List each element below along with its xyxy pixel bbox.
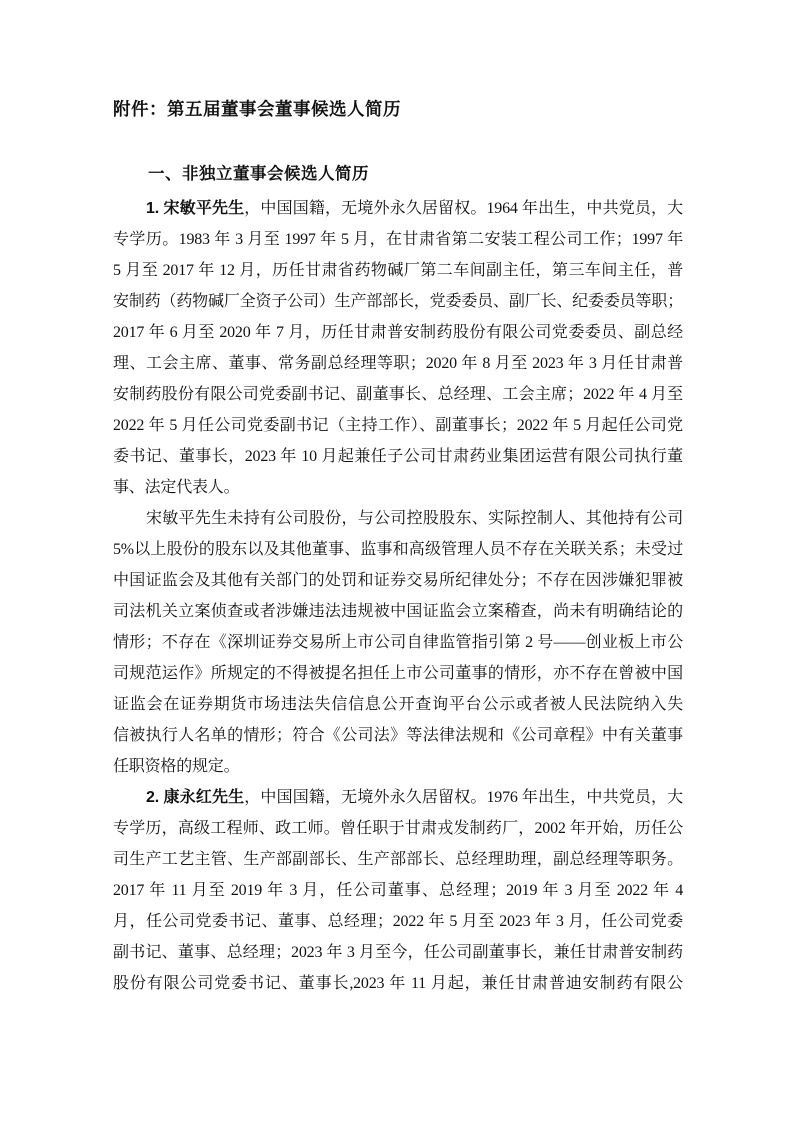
bio-song-minping <box>113 193 683 503</box>
text-line: 2. 康永红先生，中国国籍，无境外永久居留权。1976 年出生，中共党员，大 <box>146 789 683 806</box>
text-line: 司生产工艺主管、生产部副部长、生产部部长、总经理助理，副总经理等职务。 <box>113 851 683 868</box>
text-line: 2017 年 6 月至 2020 年 7 月，历任甘肃普安制药股份有限公司党委委员、副总经 <box>113 324 683 341</box>
text-line: 信被执行人名单的情形；符合《公司法》等法律法规和《公司章程》中有关董事 <box>113 727 683 744</box>
text-line: 股份有限公司党委书记、董事长,2023 年 11 月起，兼任甘肃普迪安制药有限公 <box>113 975 683 992</box>
text-line: 司规范运作》所规定的不得被提名担任上市公司董事的情形，亦不存在曾被中国 <box>113 665 683 682</box>
text-line: 5 月至 2017 年 12 月，历任甘肃省药物碱厂第二车间副主任，第三车间主任，普 <box>113 262 683 279</box>
document-body <box>113 193 683 999</box>
attachment-title: 附件：第五届董事会董事候选人简历 <box>113 99 401 119</box>
candidate-name: 1. 宋敏平先生 <box>146 200 245 217</box>
text-line: 事、法定代表人。 <box>113 479 240 496</box>
text-line: 安制药股份有限公司党委副书记、副董事长、总经理、工会主席；2022 年 4 月至 <box>113 386 683 403</box>
text-line: 2017 年 11 月至 2019 年 3 月，任公司董事、总经理；2019 年 3 月至 2022 年 4 <box>113 882 683 899</box>
candidate-name: 2. 康永红先生 <box>146 789 245 806</box>
text-line: 专学历，高级工程师、政工师。曾任职于甘肃戎发制药厂，2002 年开始，历任公 <box>113 820 683 837</box>
text-line: 2022 年 5 月任公司党委副书记（主持工作）、副董事长；2022 年 5 月起任公司党 <box>113 417 683 434</box>
text-line: 副书记、董事、总经理；2023 年 3 月至今，任公司副董事长，兼任甘肃普安制药 <box>113 944 683 961</box>
text-line: 5%以上股份的股东以及其他董事、监事和高级管理人员不存在关联关系；未受过 <box>113 541 683 558</box>
bio-kang-yonghong <box>113 782 683 999</box>
text-line: 司法机关立案侦查或者涉嫌违法违规被中国证监会立案稽查，尚未有明确结论的 <box>113 603 683 620</box>
section-heading: 一、非独立董事会候选人简历 <box>148 165 369 183</box>
text-line: 专学历。1983 年 3 月至 1997 年 5 月，在甘肃省第二安装工程公司工作；1997 年 <box>113 231 683 248</box>
text-line: 宋敏平先生未持有公司股份，与公司控股股东、实际控制人、其他持有公司 <box>146 510 683 527</box>
text-line: 证监会在证券期货市场违法失信信息公开查询平台公示或者被人民法院纳入失 <box>113 696 683 713</box>
text-line: 任职资格的规定。 <box>113 758 240 775</box>
text-line: 情形；不存在《深圳证券交易所上市公司自律监管指引第 2 号——创业板上市公 <box>113 634 683 651</box>
text-line: 安制药（药物碱厂全资子公司）生产部部长，党委委员、副厂长、纪委委员等职； <box>113 293 683 310</box>
text-line: 中国证监会及其他有关部门的处罚和证券交易所纪律处分；不存在因涉嫌犯罪被 <box>113 572 683 589</box>
text-line: 月，任公司党委书记、董事、总经理；2022 年 5 月至 2023 年 3 月，任公司党委 <box>113 913 683 930</box>
text-line: 委书记、董事长，2023 年 10 月起兼任子公司甘肃药业集团运营有限公司执行董 <box>113 448 683 465</box>
text-line: 1. 宋敏平先生，中国国籍，无境外永久居留权。1964 年出生，中共党员，大 <box>146 200 683 217</box>
disclosure-song-minping <box>113 503 683 782</box>
text-line: 理、工会主席、董事、常务副总经理等职；2020 年 8 月至 2023 年 3 月任甘肃普 <box>113 355 683 372</box>
